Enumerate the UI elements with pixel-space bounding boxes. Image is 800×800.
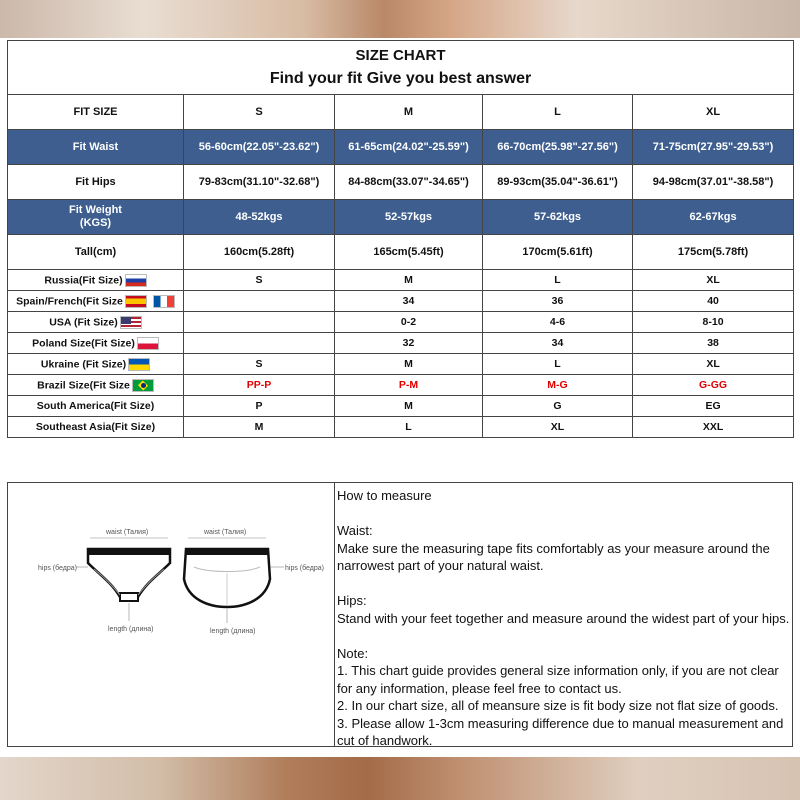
table-cell: 94-98cm(37.01"-38.58"): [633, 165, 794, 200]
chart-subtitle: Find your fit Give you best answer: [269, 70, 532, 87]
weight-label-line2: (KGS): [79, 217, 112, 229]
region-label: Southeast Asia(Fit Size): [8, 417, 184, 438]
length-label: length (длина): [108, 626, 154, 633]
hips-title: Hips:: [337, 593, 367, 608]
table-cell: 34: [483, 333, 633, 354]
table-cell: G: [483, 396, 633, 417]
region-row-russia: [8, 270, 794, 291]
region-row-poland: [8, 333, 794, 354]
table-cell: 165cm(5.45ft): [335, 235, 483, 270]
background-photo-top: [0, 0, 800, 38]
table-cell: PP-P: [184, 375, 335, 396]
region-row-brazil: [8, 375, 794, 396]
region-row-southeast-asia: [8, 417, 794, 438]
row-label: Tall(cm): [8, 235, 184, 270]
size-header-row: [8, 95, 794, 130]
measure-instructions: [337, 487, 792, 750]
table-cell: XL: [633, 270, 794, 291]
table-cell: XXL: [633, 417, 794, 438]
background-photo-bottom: [0, 757, 800, 800]
note-item: 3. Please allow 1-3cm measuring difference due to manual measurement and cut of handwork.: [337, 715, 784, 748]
poland-flag-icon: [137, 337, 159, 350]
table-cell: M-G: [483, 375, 633, 396]
table-cell: 48-52kgs: [184, 200, 335, 235]
brief-back-icon: [184, 538, 284, 623]
size-header-s: S: [184, 95, 335, 130]
table-cell: 34: [335, 291, 483, 312]
table-cell: L: [483, 354, 633, 375]
table-cell: M: [335, 354, 483, 375]
table-cell: 52-57kgs: [335, 200, 483, 235]
table-cell: L: [335, 417, 483, 438]
table-cell: [184, 333, 335, 354]
hips-text: Stand with your feet together and measure around the widest part of your hips.: [337, 610, 790, 626]
region-row-usa: [8, 312, 794, 333]
row-label: Fit Hips: [8, 165, 184, 200]
size-header-m: M: [335, 95, 483, 130]
weight-label-line1: Fit Weight: [69, 204, 122, 216]
table-cell: 8-10: [633, 312, 794, 333]
region-label: USA (Fit Size): [8, 312, 184, 333]
table-cell: 66-70cm(25.98"-27.56"): [483, 130, 633, 165]
france-flag-icon: [153, 295, 175, 308]
table-cell: 160cm(5.28ft): [184, 235, 335, 270]
table-cell: 36: [483, 291, 633, 312]
table-cell: [184, 312, 335, 333]
row-label: Fit Waist: [8, 130, 184, 165]
table-cell: 32: [335, 333, 483, 354]
table-cell: XL: [483, 417, 633, 438]
table-cell: M: [335, 270, 483, 291]
region-label: Brazil Size(Fit Size: [8, 375, 184, 396]
underwear-diagram-icon: [8, 483, 334, 746]
size-chart-table: [7, 40, 794, 438]
region-label: Spain/French(Fit Size: [8, 291, 184, 312]
waist-label: waist (Талия): [204, 529, 247, 536]
hips-label: hips (бедра): [38, 565, 77, 572]
table-cell: 84-88cm(33.07"-34.65"): [335, 165, 483, 200]
table-cell: 79-83cm(31.10"-32.68"): [184, 165, 335, 200]
table-cell: 71-75cm(27.95"-29.53"): [633, 130, 794, 165]
tall-row: [8, 235, 794, 270]
brazil-flag-icon: [132, 379, 154, 392]
table-cell: 170cm(5.61ft): [483, 235, 633, 270]
size-chart-sheet: [5, 38, 795, 757]
chart-title: SIZE CHART: [355, 47, 446, 64]
table-cell: 0-2: [335, 312, 483, 333]
table-cell: 89-93cm(35.04"-36.61"): [483, 165, 633, 200]
region-label: Poland Size(Fit Size): [8, 333, 184, 354]
table-cell: 62-67kgs: [633, 200, 794, 235]
how-to-measure-section: [7, 482, 793, 747]
note-item: 2. In our chart size, all of meansure size is fit body size not flat size of goods.: [337, 698, 779, 713]
table-cell: 40: [633, 291, 794, 312]
hips-label: hips (бедра): [285, 565, 324, 572]
length-label: length (длина): [210, 628, 256, 635]
waist-row: [8, 130, 794, 165]
table-cell: S: [184, 354, 335, 375]
hips-row: [8, 165, 794, 200]
table-cell: L: [483, 270, 633, 291]
table-cell: M: [335, 396, 483, 417]
note-title: Note:: [337, 645, 369, 661]
table-cell: 56-60cm(22.05"-23.62"): [184, 130, 335, 165]
region-row-spain-france: [8, 291, 794, 312]
table-cell: 38: [633, 333, 794, 354]
measurement-illustration: [8, 483, 335, 746]
table-cell: 57-62kgs: [483, 200, 633, 235]
table-cell: XL: [633, 354, 794, 375]
table-cell: 175cm(5.78ft): [633, 235, 794, 270]
note-item: 1. This chart guide provides general size information only, if you are not clear for any information, please feel free to contact us.: [337, 663, 779, 696]
table-cell: M: [184, 417, 335, 438]
waist-title: Waist:: [337, 523, 373, 538]
measure-heading: How to measure: [337, 488, 432, 503]
table-cell: 61-65cm(24.02"-25.59"): [335, 130, 483, 165]
region-label: Russia(Fit Size): [8, 270, 184, 291]
table-cell: EG: [633, 396, 794, 417]
waist-label: waist (Талия): [106, 529, 149, 536]
table-cell: P-M: [335, 375, 483, 396]
table-cell: 4-6: [483, 312, 633, 333]
spain-flag-icon: [125, 295, 147, 308]
table-cell: P: [184, 396, 335, 417]
table-cell: [184, 291, 335, 312]
region-row-south-america: [8, 396, 794, 417]
row-label: [8, 200, 184, 235]
fit-size-header: FIT SIZE: [8, 95, 184, 130]
waist-text: Make sure the measuring tape fits comfortably as your measure around the narrowest part of your natural waist.: [337, 540, 770, 573]
table-cell: S: [184, 270, 335, 291]
size-header-l: L: [483, 95, 633, 130]
region-row-ukraine: [8, 354, 794, 375]
weight-row: [8, 200, 794, 235]
region-label: South America(Fit Size): [8, 396, 184, 417]
size-header-xl: XL: [633, 95, 794, 130]
ukraine-flag-icon: [128, 358, 150, 371]
title-cell: [8, 41, 794, 95]
region-label: Ukraine (Fit Size): [8, 354, 184, 375]
russia-flag-icon: [125, 274, 147, 287]
usa-flag-icon: [120, 316, 142, 329]
table-cell: G-GG: [633, 375, 794, 396]
brief-front-icon: [76, 538, 170, 621]
